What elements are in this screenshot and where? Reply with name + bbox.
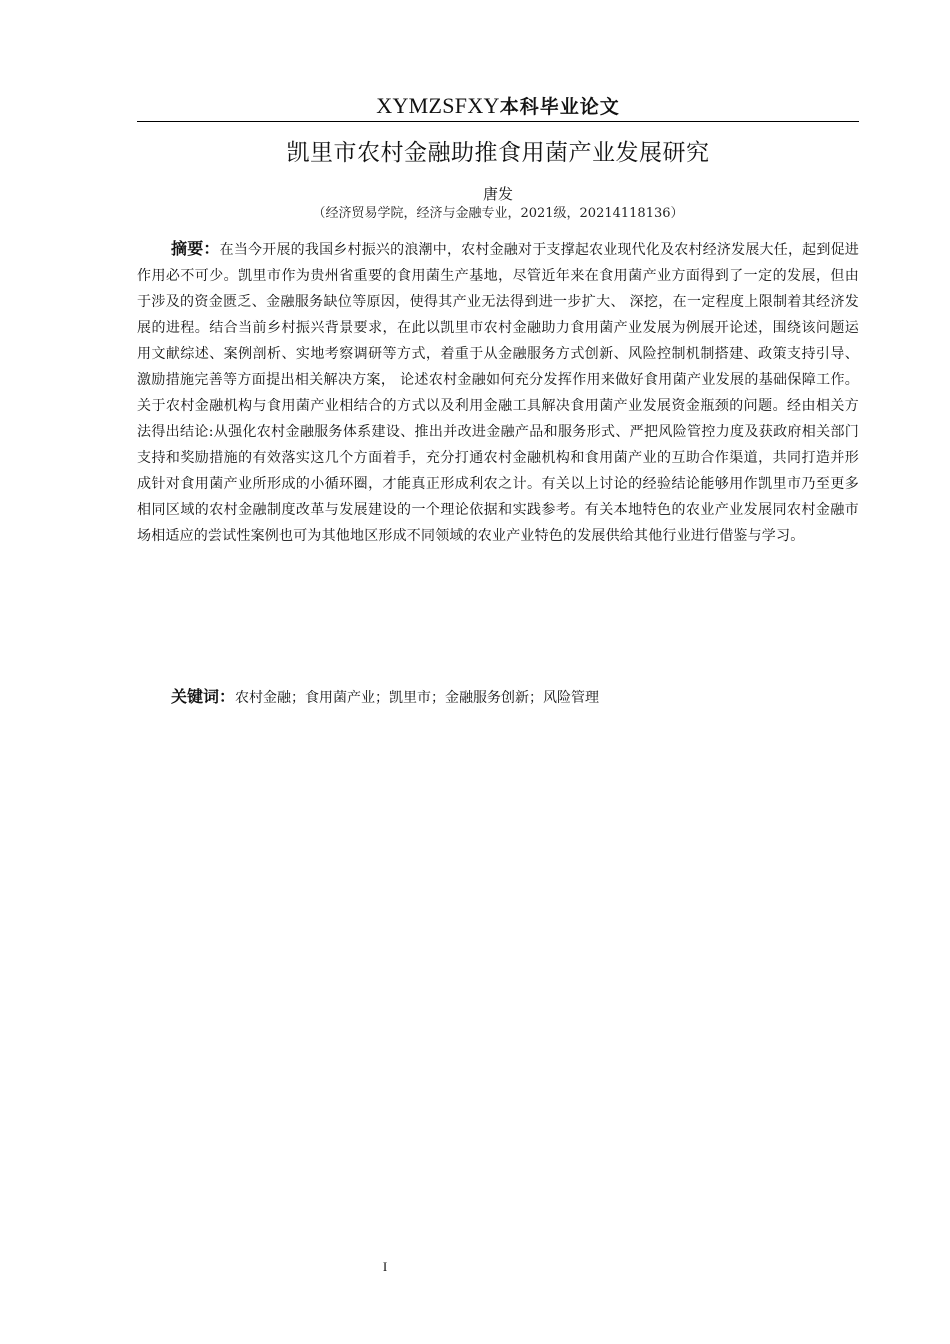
- keywords-text: 农村金融；食用菌产业；凯里市；金融服务创新；风险管理: [235, 690, 600, 706]
- header-code: XYMZSFXY: [376, 93, 500, 118]
- author-name: 唐发: [482, 185, 513, 203]
- author-affiliation: （经济贸易学院，经济与金融专业，2021级，20214118136）: [312, 206, 684, 221]
- header-thesis-type: 本科毕业论文: [499, 96, 620, 118]
- abstract-paragraph: [137, 236, 859, 549]
- paper-title: 凯里市农村金融助推食用菌产业发展研究: [286, 140, 710, 166]
- keywords-label: 关键词：: [171, 687, 236, 706]
- keywords-paragraph: [137, 684, 859, 711]
- page-number: I: [382, 1259, 388, 1274]
- abstract-text: 在当今开展的我国乡村振兴的浪潮中，农村金融对于支撑起农业现代化及农村经济发展大任，起到促进作用必不可少。凯里市作为贵州省重要的食用菌生产基地，尽管近年来在食用菌产业方面得到了一定的发展，但由于涉及的资金匮乏、金融服务缺位等原因，使得其产业无法得到进一步扩大、 深挖，在一定程度上限制着其经济发展的进程。结合当前乡村振兴背景要求，在此以凯里市农村金融助力食用菌产业发展为例展开论述，围绕该问题运用文献综述、案例剖析、实地考察调研等方式，着重于从金融服务方式创新、风险控制机制搭建、政策支持引导、激励措施完善等方面提出相关解决方案， 论述农村金融如何充分发挥作用来做好食用菌产业发展的基础保障工作。关于农村金融机构与食用菌产业相结合的方式以及利用金融工具解决食用菌产业发展资金瓶颈的问题。经由相关方法得出结论:从强化农村金融服务体系建设、推出并改进金融产品和服务形式、严把风险管控力度及获政府相关部门支持和奖励措施的有效落实这几个方面着手，充分打通农村金融机构和食用菌产业的互助合作渠道，共同打造并形成针对食用菌产业所形成的小循环圈，才能真正形成利农之计。有关以上讨论的经验结论能够用作凯里市乃至更多相同区域的农村金融制度改革与发展建设的一个理论依据和实践参考。有关本地特色的农业产业发展同农村金融市场相适应的尝试性案例也可为其他地区形成不同领域的农业产业特色的发展供给其他行业进行借鉴与学习。: [137, 242, 859, 544]
- running-header: [137, 92, 859, 122]
- header-text: [376, 94, 619, 119]
- abstract-label: 摘要：: [171, 239, 220, 258]
